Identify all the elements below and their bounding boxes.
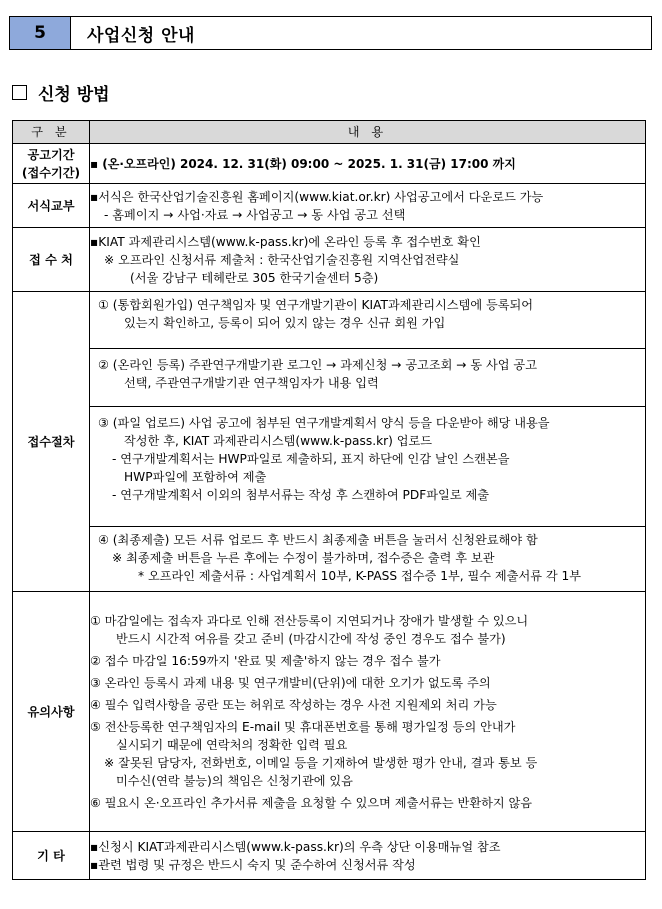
step3-line2: 작성한 후, KIAT 과제관리시스템(www.k-pass.kr) 업로드 [124,434,433,448]
row-period [13,144,646,184]
label-procedure: 접수절차 [13,292,90,592]
step1-line2: 있는지 확인하고, 등록이 되어 있지 않는 경우 신규 회원 가입 [124,316,446,330]
etc-line1: ▪신청시 KIAT과제관리시스템(www.k-pass.kr)의 우측 상단 이용매뉴얼 참조 [90,839,501,854]
row-procedure [13,292,646,592]
label-period [13,144,90,184]
row-notes [13,592,646,832]
note5-line1: ⑤ 전산등록한 연구책임자의 E-mail 및 휴대폰번호를 통해 평가일정 등의 안내가 [90,719,516,734]
content-period [90,144,646,184]
step4-line3: * 오프라인 제출서류 : 사업계획서 10부, K-PASS 접수증 1부, 필수 제출서류 각 1부 [138,569,582,583]
procedure-step1 [90,292,645,348]
step4-line2: ※ 최종제출 버튼을 누른 후에는 수정이 불가하며, 접수증은 출력 후 보관 [112,551,495,565]
forms-line1: ▪서식은 한국산업기술진흥원 홈페이지(www.kiat.or.kr) 사업공고에서 다운로드 가능 [90,189,544,204]
note5-line4: 미수신(연락 불능)의 책임은 신청기관에 있음 [116,773,353,788]
row-forms [13,184,646,228]
period-text: ▪ (온·오프라인) 2024. 12. 31(화) 09:00 ~ 2025. 1. 31(금) 17:00 까지 [90,156,516,171]
note3: ③ 온라인 등록시 과제 내용 및 연구개발비(단위)에 대한 오기가 없도록 주의 [90,675,491,690]
procedure-step4 [90,526,645,591]
label-period-line2: (접수기간) [21,165,81,180]
section-heading: 사업신청 안내 [87,25,195,46]
reception-line2: ※ 오프라인 신청서류 제출처 : 한국산업기술진흥원 지역산업전략실 [104,252,460,267]
procedure-step3 [90,406,645,526]
reception-line3: (서울 강남구 테헤란로 305 한국기술센터 5층) [130,270,379,285]
content-etc [90,832,646,880]
section-number: 5 [10,17,71,49]
step2-line2: 선택, 주관연구개발기관 연구책임자가 내용 입력 [124,376,379,390]
note2: ② 접수 마감일 16:59까지 '완료 및 제출'하지 않는 경우 접수 불가 [90,653,441,668]
content-notes [90,592,646,832]
header-content: 내 용 [90,121,646,144]
step3-line5: - 연구개발계획서 이외의 첨부서류는 작성 후 스캔하여 PDF파일로 제출 [112,488,490,502]
note1-line2: 반드시 시간적 여유를 갖고 준비 (마감시간에 작성 중인 경우도 접수 불가) [116,631,506,646]
etc-line2: ▪관련 법령 및 규정은 반드시 숙지 및 준수하여 신청서류 작성 [90,857,416,872]
label-reception: 접 수 처 [13,228,90,292]
label-notes: 유의사항 [13,592,90,832]
row-etc [13,832,646,880]
forms-line2: - 홈페이지 → 사업·자료 → 사업공고 → 동 사업 공고 선택 [104,207,406,222]
step4-line1: ④ (최종제출) 모든 서류 업로드 후 반드시 최종제출 버튼을 눌러서 신청완료해야 함 [98,533,538,547]
table-header-row [13,121,646,144]
note1-line1: ① 마감일에는 접속자 과다로 인해 전산등록이 지연되거나 장애가 발생할 수 있으니 [90,613,529,628]
section-header [9,16,652,50]
note5-line2: 실시되기 때문에 연락처의 정확한 입력 필요 [116,737,348,752]
note4: ④ 필수 입력사항을 공란 또는 허위로 작성하는 경우 사전 지원제외 처리 가능 [90,697,497,712]
content-procedure [90,292,646,592]
content-reception [90,228,646,292]
application-method-table [12,120,646,880]
note6: ⑥ 필요시 온·오프라인 추가서류 제출을 요청할 수 있으며 제출서류는 반환하지 않음 [90,795,533,810]
subsection-title [12,80,110,105]
note5-line3: ※ 잘못된 담당자, 전화번호, 이메일 등을 기재하여 발생한 평가 안내, 결과 통보 등 [104,755,538,770]
subsection-title-text: 신청 방법 [38,85,110,105]
header-category: 구 분 [13,121,90,144]
step3-line3: - 연구개발계획서는 HWP파일로 제출하되, 표지 하단에 인감 날인 스캔본을 [112,452,510,466]
step3-line1: ③ (파일 업로드) 사업 공고에 첨부된 연구개발계획서 양식 등을 다운받아 해당 내용을 [98,416,550,430]
label-forms: 서식교부 [13,184,90,228]
row-reception [13,228,646,292]
label-etc: 기 타 [13,832,90,880]
step3-line4: HWP파일에 포함하여 제출 [124,470,267,484]
label-period-line1: 공고기간 [27,147,75,162]
content-forms [90,184,646,228]
step1-line1: ① (통합회원가입) 연구책임자 및 연구개발기관이 KIAT과제관리시스템에 등록되어 [98,298,534,312]
step2-line1: ② (온라인 등록) 주관연구개발기관 로그인 → 과제신청 → 공고조회 → 동 사업 공고 [98,358,537,372]
checkbox-icon [12,85,27,100]
procedure-step2 [90,348,645,406]
reception-line1: ▪KIAT 과제관리시스템(www.k-pass.kr)에 온라인 등록 후 접수번호 확인 [90,234,481,249]
